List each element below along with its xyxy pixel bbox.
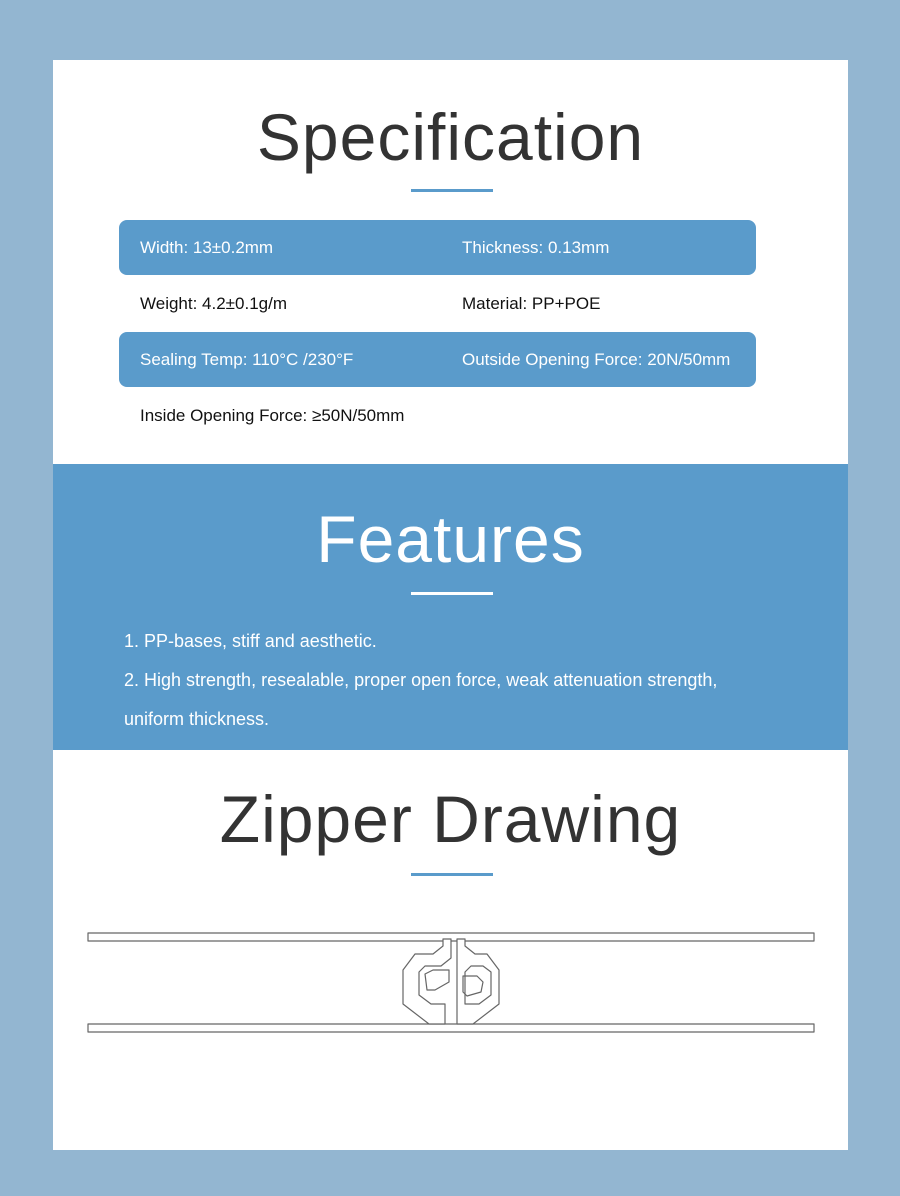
spec-row	[119, 276, 756, 331]
feature-item: 1. PP-bases, stiff and aesthetic.	[124, 631, 377, 651]
spec-row	[119, 388, 756, 443]
feature-item: 2. High strength, resealable, proper open force, weak attenuation strength,	[124, 670, 718, 690]
specification-title: Specification	[256, 100, 645, 174]
spec-thickness: Thickness: 0.13mm	[462, 238, 610, 257]
spec-sealing-temp: Sealing Temp: 110°C /230°F	[140, 350, 354, 369]
spec-material: Material: PP+POE	[462, 294, 601, 313]
zipper-profile-drawing	[53, 920, 848, 1050]
spec-outside-opening-force: Outside Opening Force: 20N/50mm	[462, 350, 731, 369]
features-section	[53, 464, 848, 750]
spec-row	[119, 332, 756, 387]
zipper-left-hook	[403, 939, 451, 1024]
features-title: Features	[316, 502, 585, 576]
zipper-drawing-underline	[411, 873, 493, 876]
feature-item: uniform thickness.	[124, 709, 270, 729]
zipper-right-hook-inner	[463, 976, 483, 996]
specification-underline	[411, 189, 493, 192]
features-list	[124, 622, 784, 739]
content-panel	[53, 60, 848, 1150]
zipper-drawing-title: Zipper Drawing	[219, 782, 682, 856]
spec-width: Width: 13±0.2mm	[140, 238, 274, 257]
zipper-bottom-strip	[88, 1024, 814, 1032]
spec-inside-opening-force: Inside Opening Force: ≥50N/50mm	[140, 406, 405, 425]
features-underline	[411, 592, 493, 595]
spec-row	[119, 220, 756, 275]
spec-weight: Weight: 4.2±0.1g/m	[140, 294, 287, 313]
zipper-left-hook-inner	[425, 970, 449, 990]
